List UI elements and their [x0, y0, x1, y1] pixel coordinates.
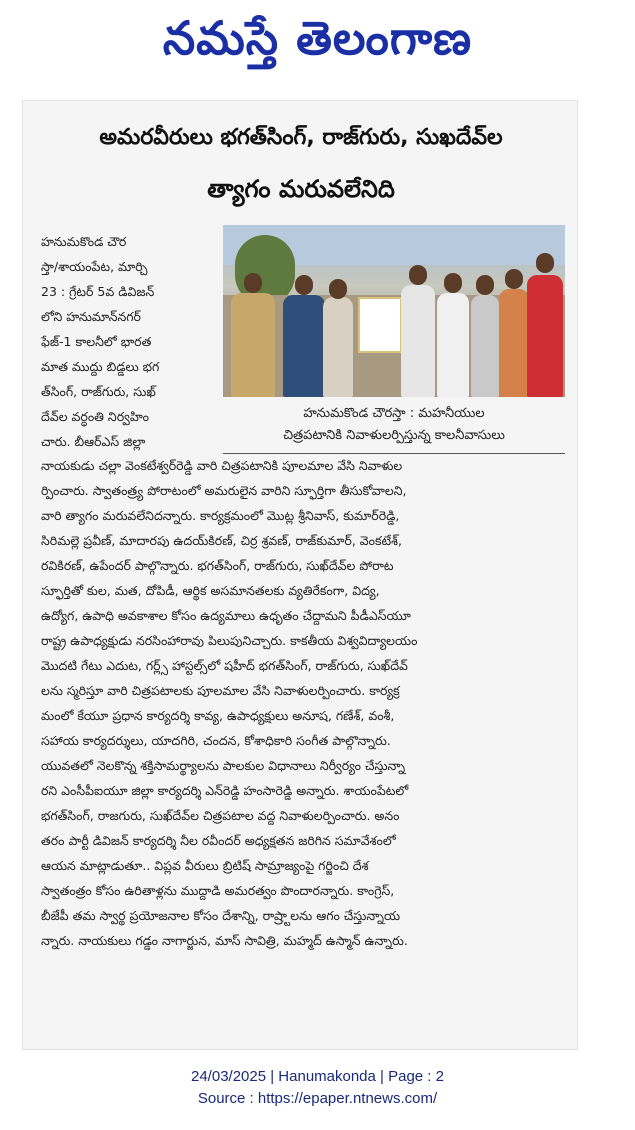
person [471, 295, 499, 397]
portrait-frame [358, 297, 402, 353]
person-head [536, 253, 554, 273]
article-line: రవికిరణ్, ఉపేందర్ పాల్గొన్నారు. భగత్‌సింగ్, రాజ్‌గురు, సుఖ్‌దేవ్‌ల పోరాట [41, 558, 394, 573]
person-head [244, 273, 262, 293]
article-line: స్తా/శాయంపేట, మార్చి [41, 259, 148, 274]
headline-line-2: త్యాగం మరువలేనిది [207, 175, 395, 203]
article-line: సహాయ కార్యదర్శులు, యాదగిరి, చందన, కోశాధికారి సంగీత పాల్గొన్నారు. [41, 733, 391, 748]
person-head [409, 265, 427, 285]
article-line: హనుమకొండ చౌర [41, 234, 127, 249]
photo-caption [223, 403, 565, 447]
person-head [295, 275, 313, 295]
article-line: లోని హనుమాన్‌నగర్ [41, 309, 141, 324]
article-line: ఫేజ్-1 కాలనీలో భారత [41, 334, 152, 349]
article-line: రని ఎంసీపీఐయూ జిల్లా కార్యదర్శి ఎన్‌రెడ్డి హంసారెడ్డి అన్నారు. శాయంపేటలో [41, 783, 409, 798]
article-line: మాత ముద్దు బిడ్డలు భగ [41, 359, 160, 374]
article-line: లను స్మరిస్తూ వారి చిత్రపటాలకు పూలమాల వేసి నివాళులర్పించారు. కార్యక్ర [41, 683, 400, 698]
article-full-column [41, 453, 565, 953]
person [283, 295, 325, 397]
article-line: చారు. బీఆర్‌ఎస్ జిల్లా [41, 434, 146, 449]
article-line: రాష్ట్ర ఉపాధ్యక్షుడు నరసింహారావు పిలుపునిచ్చారు. కాకతీయ విశ్వవిద్యాలయం [41, 633, 418, 648]
article-line: ర్పించారు. స్వాతంత్ర్య పోరాటంలో అమరులైన వారిని స్ఫూర్తిగా తీసుకోవాలని, [41, 483, 407, 498]
article-line: బీజేపీ తమ స్వార్థ ప్రయోజనాల కోసం దేశాన్ని, రాష్ర్టాలను ఆగం చేస్తున్నాయ [41, 908, 401, 923]
article-line: 23 : గ్రేటర్ 5వ డివిజన్ [41, 284, 155, 299]
article-line: భగత్‌సింగ్, రాజగురు, సుఖ్‌దేవ్‌ల చిత్రపటాల వద్ద నివాళులర్పించారు. అనం [41, 808, 400, 823]
person-head [444, 273, 462, 293]
article-line: నాయకుడు చల్లా వెంకటేశ్వర్‌రెడ్డి వారి చిత్రపటానికి పూలమాల వేసి నివాళుల [41, 458, 403, 473]
newspaper-masthead: నమస్తే తెలంగాణ [162, 11, 473, 65]
news-clipping [22, 100, 578, 1050]
article-line: తరం పార్టీ డివిజన్ కార్యదర్శి నీల రవీందర్ అధ్యక్షతన జరిగిన సమావేశంలో [41, 833, 396, 848]
photo-caption-line-1: హనుమకొండ చౌరస్తా : మహనీయుల [303, 406, 485, 421]
person [527, 275, 563, 397]
person [401, 285, 435, 397]
article-line: వారి త్యాగం మరువలేనిదన్నారు. కార్యక్రమంలో మొట్ల శ్రీనివాస్, కుమార్‌రెడ్డి, [41, 508, 400, 523]
person-head [476, 275, 494, 295]
photo-caption-line-2: చిత్రపటానికి నివాళులర్పిస్తున్న కాలనీవాసులు [283, 428, 505, 443]
person [437, 293, 469, 397]
headline-line-1: అమరవీరులు భగత్‌సింగ్, రాజ్‌గురు, సుఖదేవ్‌ల [99, 125, 503, 150]
article-left-column [41, 229, 219, 454]
person [323, 297, 353, 397]
article-line: న్నారు. నాయకులు గడ్డం నాగార్జున, మాస్ సావిత్రి, మహ్మద్ ఉస్మాన్ ఉన్నారు. [41, 933, 408, 948]
article-line: స్వాతంత్రం కోసం ఉరితాళ్లను ముద్దాడి అమరత్వం పొందారన్నారు. కాంగ్రెస్, [41, 883, 395, 898]
person [499, 289, 529, 397]
article-line: మంలో కేయూ ప్రధాన కార్యదర్శి కావ్య, ఉపాధ్యక్షులు అనూష, గణేశ్, వంశీ, [41, 708, 395, 723]
article-line: స్ఫూర్తితో కుల, మత, దోపిడీ, ఆర్థిక అసమానతలకు వ్యతిరేకంగా, విద్య, [41, 583, 380, 598]
article-line: మొదటి గేటు ఎదుట, గర్ల్స్ హాస్టల్స్‌లో షహీద్ భగత్‌సింగ్, రాజ్‌గురు, సుఖ్‌దేవ్ [41, 658, 408, 673]
footer-date-edition: 24/03/2025 | Hanumakonda | Page : 2 [191, 1068, 444, 1085]
person [231, 293, 275, 397]
article-line: యువతలో నెలకొన్న శక్తిసామర్థ్యాలను పాలకుల విధానాలు నిర్వీర్యం చేస్తున్నా [41, 758, 406, 773]
person-head [505, 269, 523, 289]
article-line: ఆయన మాట్లాడుతూ.. విప్లవ వీరులు బ్రిటిష్ సామ్రాజ్యంపై గర్జించి దేశ [41, 858, 369, 873]
article-line: దేవ్‌ల వర్ధంతి నిర్వహిం [41, 409, 149, 424]
person-head [329, 279, 347, 299]
article-line: సిరిమల్లె ప్రవీణ్, మాదారపు ఉదయ్‌కిరణ్, చిర్ర శ్రవణ్, రాజ్‌కుమార్, వెంకటేశ్, [41, 533, 403, 548]
footer-source-link[interactable]: Source : https://epaper.ntnews.com/ [197, 1090, 438, 1107]
article-line: ఉద్యోగ, ఉపాధి అవకాశాల కోసం ఉద్యమాలు ఉధృతం చేద్దామని పీడీఎస్‌యూ [41, 608, 411, 623]
article-line: త్‌సింగ్, రాజ్‌గురు, సుఖ్ [41, 384, 156, 399]
news-photo [223, 225, 565, 397]
